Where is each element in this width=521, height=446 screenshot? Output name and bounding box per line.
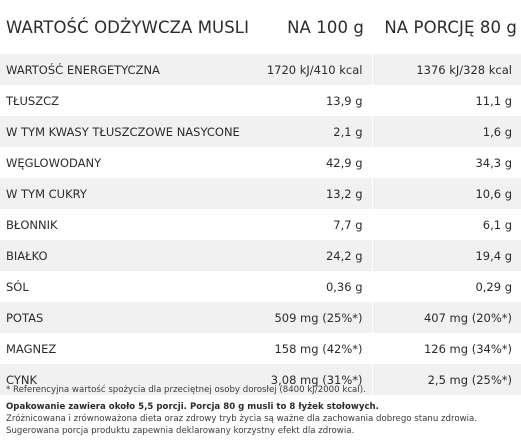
per-portion-cell: 407 mg (20%*) xyxy=(372,302,521,333)
per-100g-cell: 1720 kJ/410 kcal xyxy=(256,54,372,85)
nutrient-name-cell: W TYM KWASY TŁUSZCZOWE NASYCONE xyxy=(0,116,256,147)
table-row xyxy=(0,271,521,302)
per-portion-cell: 1376 kJ/328 kcal xyxy=(372,54,521,85)
per-100g-cell: 2,1 g xyxy=(256,116,372,147)
per-100g-cell: 0,36 g xyxy=(256,271,372,302)
nutrient-name-cell: BIAŁKO xyxy=(0,240,256,271)
table-row xyxy=(0,54,521,85)
per-portion-cell: 34,3 g xyxy=(372,147,521,178)
table-row xyxy=(0,240,521,271)
per-portion-cell: 1,6 g xyxy=(372,116,521,147)
diet-note: Zróżnicowana i zrównoważona dieta oraz zdrowy tryb życia są ważne dla zachowania dobrego stanu zdrowia. xyxy=(6,414,478,424)
portion-note: Sugerowana porcja produktu zapewnia deklarowany korzystny efekt dla zdrowia. xyxy=(6,426,355,436)
nutrient-name-cell: TŁUSZCZ xyxy=(0,85,256,116)
per-100g-cell: 13,2 g xyxy=(256,178,372,209)
nutrient-name-cell: SÓL xyxy=(0,271,256,302)
nutrient-name-cell: POTAS xyxy=(0,302,256,333)
per-100g-cell: 3,08 mg (31%*) xyxy=(256,364,372,395)
per-portion-cell: 10,6 g xyxy=(372,178,521,209)
per-portion-cell: 126 mg (34%*) xyxy=(372,333,521,364)
per-100g-cell: 7,7 g xyxy=(256,209,372,240)
nutrition-table-body xyxy=(0,54,521,395)
per-100g-cell: 42,9 g xyxy=(256,147,372,178)
table-row xyxy=(0,147,521,178)
header-nutrient-name: WARTOŚĆ ODŻYWCZA MUSLI xyxy=(6,17,250,37)
nutrient-name-cell: WARTOŚĆ ENERGETYCZNA xyxy=(0,54,256,85)
per-100g-cell: 24,2 g xyxy=(256,240,372,271)
nutrient-name-cell: MAGNEZ xyxy=(0,333,256,364)
nutrient-name-cell: W TYM CUKRY xyxy=(0,178,256,209)
header-per-100g: NA 100 g xyxy=(287,17,364,37)
table-row xyxy=(0,333,521,364)
nutrient-name-cell: WĘGLOWODANY xyxy=(0,147,256,178)
per-portion-cell: 6,1 g xyxy=(372,209,521,240)
nutrient-name-cell: BŁONNIK xyxy=(0,209,256,240)
table-row xyxy=(0,209,521,240)
nutrient-name-cell: CYNK xyxy=(0,364,256,395)
footnotes xyxy=(6,384,518,437)
per-100g-cell: 158 mg (42%*) xyxy=(256,333,372,364)
per-portion-cell: 19,4 g xyxy=(372,240,521,271)
header-per-portion: NA PORCJĘ 80 g xyxy=(384,17,517,37)
per-portion-cell: 11,1 g xyxy=(372,85,521,116)
per-100g-cell: 509 mg (25%*) xyxy=(256,302,372,333)
header-row xyxy=(0,0,521,54)
packaging-note: Opakowanie zawiera około 5,5 porcji. Porcja 80 g musli to 8 łyżek stołowych. xyxy=(6,402,379,412)
table-row xyxy=(0,116,521,147)
table-row xyxy=(0,178,521,209)
per-portion-cell: 0,29 g xyxy=(372,271,521,302)
per-portion-cell: 2,5 mg (25%*) xyxy=(372,364,521,395)
reference-intake-note: * Referencyjna wartość spożycia dla przeciętnej osoby dorosłej (8400 kJ/2000 kcal). xyxy=(6,385,366,395)
table-row xyxy=(0,85,521,116)
per-100g-cell: 13,9 g xyxy=(256,85,372,116)
table-row xyxy=(0,302,521,333)
nutrition-table-header xyxy=(0,0,521,54)
